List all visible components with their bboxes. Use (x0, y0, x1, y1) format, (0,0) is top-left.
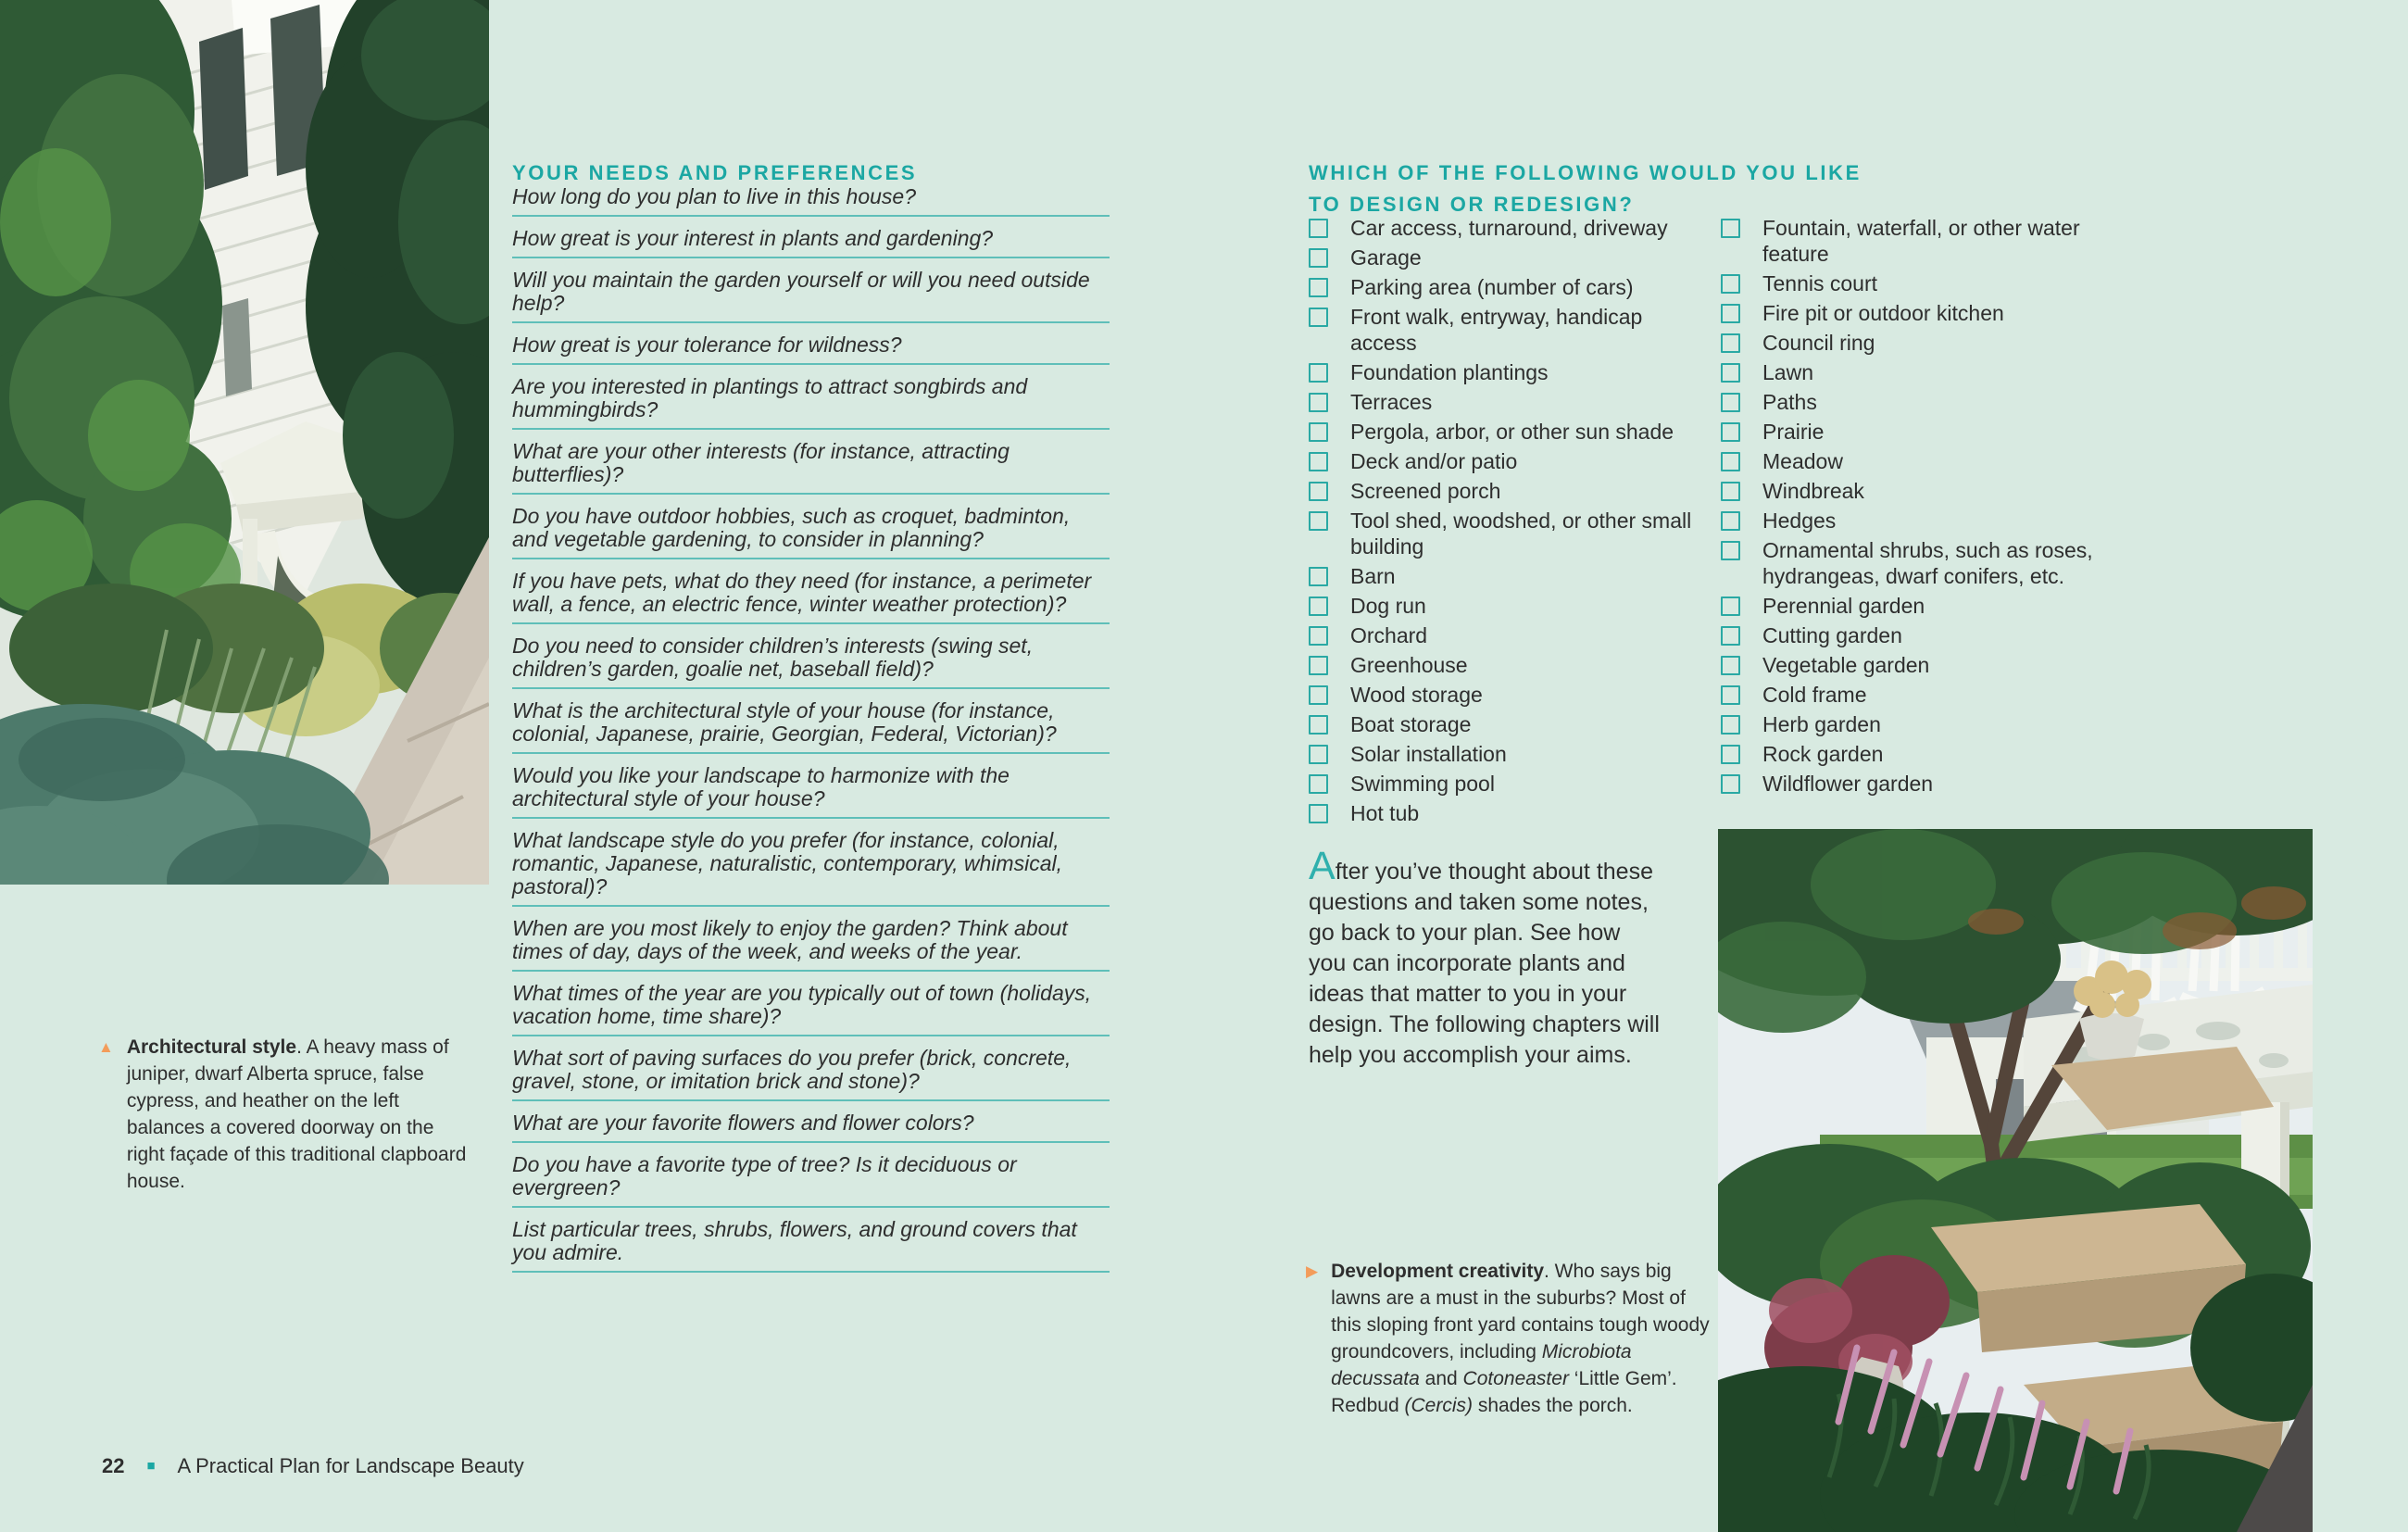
question-text: How long do you plan to live in this house? (512, 184, 917, 208)
checkbox-label: Deck and/or patio (1350, 449, 1518, 473)
checkbox-label: Vegetable garden (1762, 653, 1930, 677)
closing-paragraph (1309, 844, 1662, 1071)
page-number: 22 (102, 1454, 125, 1477)
checkbox[interactable] (1309, 482, 1328, 501)
question-text: When are you most likely to enjoy the garden? Think about times of day, days of the week, and weeks of the year. (512, 916, 1068, 963)
checkbox[interactable] (1721, 745, 1740, 764)
checklist-section-title (1309, 157, 1862, 220)
checkbox[interactable] (1721, 333, 1740, 353)
checkbox-label: Perennial garden (1762, 594, 1925, 618)
question-item (512, 333, 1110, 365)
checkbox[interactable] (1309, 452, 1328, 471)
question-text: What are your other interests (for instance, attracting butterflies)? (512, 439, 1010, 486)
checkbox-label: Orchard (1350, 623, 1428, 647)
checklist-item (1721, 448, 2101, 474)
checkbox-label: Swimming pool (1350, 772, 1495, 796)
questions-section-title: YOUR NEEDS AND PREFERENCES (512, 161, 918, 185)
question-text: Are you interested in plantings to attract songbirds and hummingbirds? (512, 374, 1028, 421)
checkbox-label: Boat storage (1350, 712, 1472, 736)
checkbox[interactable] (1721, 363, 1740, 383)
checkbox[interactable] (1721, 541, 1740, 560)
checkbox-label: Wildflower garden (1762, 772, 1934, 796)
question-text: Will you maintain the garden yourself or will you need outside help? (512, 268, 1090, 315)
checklist-column-1 (1309, 215, 1707, 830)
checkbox[interactable] (1309, 685, 1328, 705)
question-text: Do you need to consider children’s interests (swing set, children’s garden, goalie net, baseball field)? (512, 634, 1034, 681)
triangle-up-icon: ▲ (98, 1038, 114, 1056)
question-text: What is the architectural style of your house (for instance, colonial, Japanese, prairie, Georgian, Federal, Victorian)? (512, 698, 1057, 746)
checkbox-label: Dog run (1350, 594, 1426, 618)
checklist-item (1309, 593, 1707, 619)
question-item (512, 829, 1110, 907)
question-item (512, 699, 1110, 754)
question-item (512, 440, 1110, 495)
checkbox-label: Hot tub (1350, 801, 1420, 825)
checkbox[interactable] (1309, 393, 1328, 412)
checkbox-label: Cold frame (1762, 683, 1867, 707)
checkbox-label: Parking area (number of cars) (1350, 275, 1634, 299)
question-text: Would you like your landscape to harmonize with the architectural style of your house? (512, 763, 1010, 810)
checklist-item (1721, 359, 2101, 385)
checklist-title-line2: TO DESIGN OR REDESIGN? (1309, 193, 1635, 217)
question-item (512, 1047, 1110, 1101)
checkbox[interactable] (1721, 219, 1740, 238)
checklist-item (1721, 300, 2101, 326)
checkbox-label: Foundation plantings (1350, 360, 1549, 384)
questions-list (512, 185, 1110, 1283)
closing-paragraph-text: fter you’ve thought about these questions and taken some notes, go back to your plan. See how you can incorporate plants and ideas that matter to you in your design. The following chapters will help you accomplish your aims. (1309, 859, 1660, 1068)
checkbox-label: Car access, turnaround, driveway (1350, 216, 1668, 240)
checkbox[interactable] (1721, 715, 1740, 735)
checklist-item (1309, 419, 1707, 445)
question-text: How great is your tolerance for wildness? (512, 333, 902, 357)
checklist-item (1309, 563, 1707, 589)
checklist-item (1721, 652, 2101, 678)
question-item (512, 227, 1110, 258)
question-item (512, 1111, 1110, 1143)
checklist-item (1309, 215, 1707, 241)
checkbox-label: Tool shed, woodshed, or other small building (1350, 509, 1692, 559)
checkbox[interactable] (1309, 219, 1328, 238)
checkbox[interactable] (1309, 626, 1328, 646)
checklist-item (1721, 711, 2101, 737)
checkbox-label: Solar installation (1350, 742, 1507, 766)
checkbox[interactable] (1721, 774, 1740, 794)
checkbox-label: Screened porch (1350, 479, 1501, 503)
checkbox[interactable] (1309, 308, 1328, 327)
checklist-item (1721, 270, 2101, 296)
checkbox[interactable] (1721, 656, 1740, 675)
checkbox[interactable] (1309, 248, 1328, 268)
checkbox[interactable] (1309, 422, 1328, 442)
checklist-column-2 (1721, 215, 2101, 800)
checklist-item (1721, 215, 2101, 267)
caption-text: Development creativity. Who says big lawns are a must in the suburbs? Most of this sloping front yard contains tough woody groundcovers, including Microbiota decussata and Cotoneaster ‘Little Gem’. Redbud (Cercis) shades the porch. (1331, 1261, 1710, 1416)
drop-cap: A (1309, 844, 1336, 888)
checkbox[interactable] (1309, 363, 1328, 383)
checklist-item (1309, 711, 1707, 737)
question-item (512, 917, 1110, 972)
question-text: List particular trees, shrubs, flowers, and ground covers that you admire. (512, 1217, 1077, 1264)
checkbox-label: Tennis court (1762, 271, 1878, 295)
checklist-item (1309, 622, 1707, 648)
porch-garden-illustration (1718, 829, 2313, 1532)
question-item (512, 570, 1110, 624)
checkbox-label: Meadow (1762, 449, 1843, 473)
question-text: Do you have a favorite type of tree? Is it deciduous or evergreen? (512, 1152, 1017, 1199)
checklist-item (1309, 800, 1707, 826)
checklist-item (1721, 478, 2101, 504)
checkbox-label: Greenhouse (1350, 653, 1468, 677)
checkbox-label: Fire pit or outdoor kitchen (1762, 301, 2004, 325)
checklist-item (1309, 359, 1707, 385)
checkbox[interactable] (1309, 804, 1328, 823)
checklist-item (1721, 419, 2101, 445)
question-text: How great is your interest in plants and gardening? (512, 226, 994, 250)
checkbox-label: Terraces (1350, 390, 1433, 414)
checkbox[interactable] (1309, 715, 1328, 735)
triangle-right-icon: ▶ (1306, 1262, 1319, 1280)
checklist-item (1309, 741, 1707, 767)
checklist-item (1721, 508, 2101, 534)
question-text: What landscape style do you prefer (for instance, colonial, romantic, Japanese, naturalistic, contemporary, whimsical, pastoral)? (512, 828, 1062, 898)
checklist-item (1309, 448, 1707, 474)
checklist-item (1309, 652, 1707, 678)
checkbox[interactable] (1721, 626, 1740, 646)
checkbox-label: Rock garden (1762, 742, 1884, 766)
porch-garden-photo (1718, 829, 2313, 1532)
checklist-item (1309, 478, 1707, 504)
checkbox[interactable] (1309, 596, 1328, 616)
checkbox-label: Barn (1350, 564, 1396, 588)
checkbox[interactable] (1721, 304, 1740, 323)
house-garden-photo (0, 0, 489, 885)
checkbox[interactable] (1309, 567, 1328, 586)
checklist-item (1721, 682, 2101, 708)
question-text: What sort of paving surfaces do you prefer (brick, concrete, gravel, stone, or imitation brick and stone)? (512, 1046, 1072, 1093)
question-text: If you have pets, what do they need (for instance, a perimeter wall, a fence, an electric fence, winter weather protection)? (512, 569, 1092, 616)
checkbox-label: Garage (1350, 245, 1422, 270)
checklist-item (1721, 330, 2101, 356)
checklist-item (1309, 508, 1707, 559)
checklist-item (1721, 622, 2101, 648)
checklist-item (1309, 771, 1707, 797)
question-item (512, 269, 1110, 323)
checkbox[interactable] (1721, 274, 1740, 294)
question-item (512, 375, 1110, 430)
checkbox[interactable] (1309, 656, 1328, 675)
checkbox[interactable] (1721, 393, 1740, 412)
question-text: Do you have outdoor hobbies, such as croquet, badminton, and vegetable gardening, to consider in planning? (512, 504, 1071, 551)
checklist-item (1309, 389, 1707, 415)
question-item (512, 982, 1110, 1036)
checkbox-label: Cutting garden (1762, 623, 1902, 647)
checkbox-label: Ornamental shrubs, such as roses, hydrangeas, dwarf conifers, etc. (1762, 538, 2093, 588)
checklist-item (1721, 593, 2101, 619)
checklist-title-line1: WHICH OF THE FOLLOWING WOULD YOU LIKE (1309, 161, 1862, 185)
question-text: What are your favorite flowers and flower colors? (512, 1111, 974, 1135)
checkbox-label: Front walk, entryway, handicap access (1350, 305, 1643, 355)
checkbox-label: Council ring (1762, 331, 1875, 355)
question-item (512, 505, 1110, 559)
checklist-item (1309, 304, 1707, 356)
question-item (512, 764, 1110, 819)
caption-architectural-style (98, 1034, 469, 1195)
checklist-item (1309, 245, 1707, 270)
checkbox[interactable] (1721, 685, 1740, 705)
checklist-item (1721, 537, 2101, 589)
page-footer (102, 1454, 524, 1478)
checkbox[interactable] (1721, 596, 1740, 616)
checkbox-label: Herb garden (1762, 712, 1881, 736)
house-garden-illustration (0, 0, 489, 885)
checkbox-label: Wood storage (1350, 683, 1483, 707)
checkbox[interactable] (1721, 422, 1740, 442)
checkbox[interactable] (1721, 511, 1740, 531)
checkbox[interactable] (1721, 452, 1740, 471)
checkbox[interactable] (1309, 278, 1328, 297)
caption-text: Architectural style. A heavy mass of juniper, dwarf Alberta spruce, false cypress, and heather on the left balances a covered doorway on the right façade of this traditional clapboard house. (126, 1036, 467, 1192)
checklist-item (1721, 389, 2101, 415)
question-item (512, 634, 1110, 689)
checkbox-label: Lawn (1762, 360, 1813, 384)
checkbox[interactable] (1309, 745, 1328, 764)
question-item (512, 185, 1110, 217)
checkbox[interactable] (1309, 511, 1328, 531)
checkbox[interactable] (1721, 482, 1740, 501)
caption-development-creativity (1306, 1258, 1710, 1419)
running-title: A Practical Plan for Landscape Beauty (177, 1454, 524, 1477)
checklist-item (1721, 771, 2101, 797)
checkbox-label: Paths (1762, 390, 1817, 414)
question-text: What times of the year are you typically out of town (holidays, vacation home, time share)? (512, 981, 1092, 1028)
checklist-item (1721, 741, 2101, 767)
checkbox-label: Prairie (1762, 420, 1825, 444)
checklist-item (1309, 682, 1707, 708)
square-bullet-icon: ■ (146, 1458, 156, 1474)
question-item (512, 1153, 1110, 1208)
checklist-item (1309, 274, 1707, 300)
checkbox-label: Windbreak (1762, 479, 1864, 503)
question-item (512, 1218, 1110, 1273)
checkbox-label: Pergola, arbor, or other sun shade (1350, 420, 1674, 444)
checkbox[interactable] (1309, 774, 1328, 794)
checkbox-label: Hedges (1762, 509, 1837, 533)
checkbox-label: Fountain, waterfall, or other water feature (1762, 216, 2080, 266)
